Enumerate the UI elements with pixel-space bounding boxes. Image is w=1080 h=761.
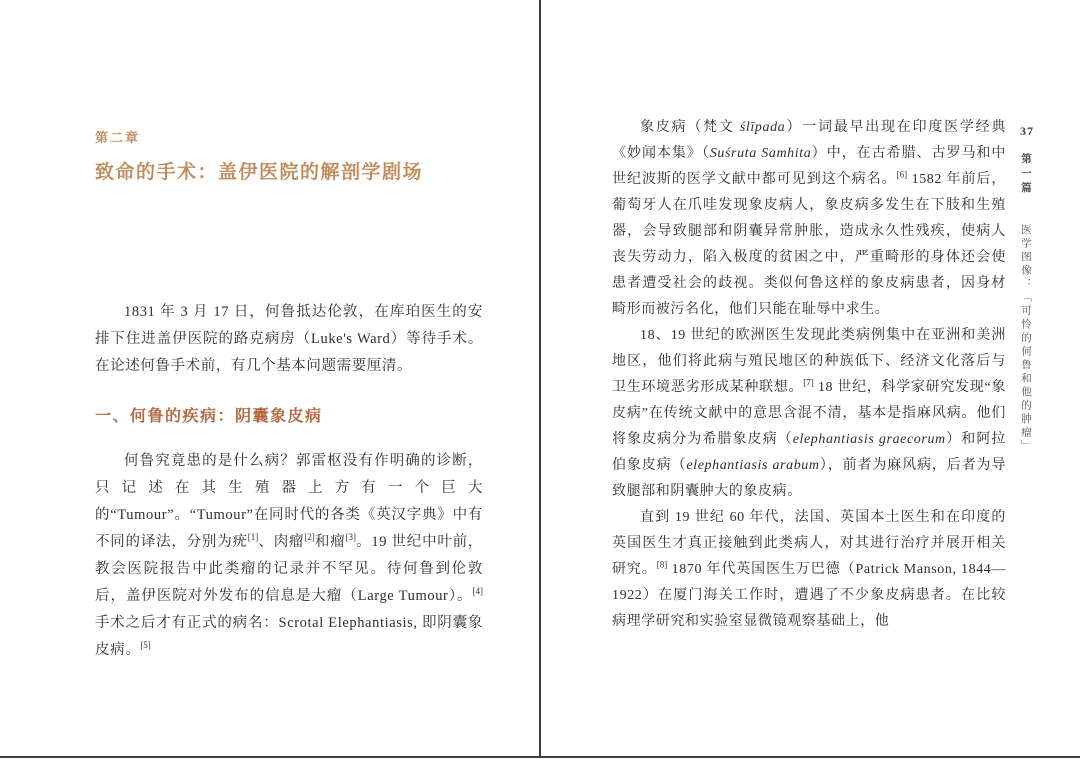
footnote-reference: [4] [472,586,483,597]
footnote-reference: [7] [803,377,814,388]
italic-term: Suśruta Samhita [709,146,812,161]
page-number: 37 [1020,124,1034,138]
paragraph: 象皮病（梵文 ślīpada）一词最早出现在印度医学经典《妙闻本集》（Suśruta Samhita）中，在古希腊、古罗马和中世纪波斯的医学文献中都可见到这个病名。[6] 1582 年前后，葡萄牙人在爪哇发现象皮病人，象皮病多发生在下肢和生殖器，会导致腿部和阴囊异常肿胀，造成永久性残疾，使病人丧失劳动力，陷入极度的贫困之中，严重畸形的身体还会使患者遭受社会的歧视。类似何鲁这样的象皮病患者，因身材畸形而被污名化，他们只能在耻辱中求生。 [612,120,1007,317]
chapter-label: 第二章 [95,130,141,145]
footnote-reference: [1] [247,532,259,543]
chapter-title: 致命的手术：盖伊医院的解剖学剧场 [95,162,424,183]
bottom-border-rule [0,756,1080,758]
paragraph: 1831 年 3 月 17 日，何鲁抵达伦敦，在库珀医生的安排下住进盖伊医院的路克病房（Luke's Ward）等待手术。在论述何鲁手术前，有几个基本问题需要厘清。 [95,304,483,374]
section-heading: 一、何鲁的疾病：阴囊象皮病 [95,408,323,425]
footnote-reference: [8] [656,559,668,570]
footnote-reference: [2] [304,532,315,543]
running-head-vertical [1016,153,1033,713]
page-gutter-divider [539,0,541,757]
paragraph: 18、19 世纪的欧洲医生发现此类病例集中在亚洲和美洲地区，他们将此病与殖民地区的种族低下、经济文化落后与卫生环境恶劣形成某种联想。[7] 18 世纪，科学家研究发现“象皮病”在传统文献中的意思含混不清，基本是指麻风病。他们将象皮病分为希腊象皮病（elephantiasis graecorum）和阿拉伯象皮病（elephantiasis arabum），前者为麻风病，后者为导致腿部和阴囊肿大的象皮病。 [612,328,1006,499]
footnote-reference: [5] [140,640,151,651]
right-page-body [612,115,1006,635]
italic-term: ślīpada [739,120,786,135]
left-page-body [95,299,483,664]
italic-term: elephantiasis graecorum [792,432,946,447]
italic-term: elephantiasis arabum [686,458,820,473]
paragraph: 何鲁究竟患的是什么病？郭雷枢没有作明确的诊断，只记述在其生殖器上方有一个巨大的“Tumour”。“Tumour”在同时代的各类《英汉字典》中有不同的译法，分别为疣[1]、肉瘤[2]和瘤[3]。19 世纪中叶前，教会医院报告中此类瘤的记录并不罕见。待何鲁到伦敦后，盖伊医院对外发布的信息是大瘤（Large Tumour）。[4] 手术之后才有正式的病名：Scrotal Elephantiasis, 即阴囊象皮病。[5] [95,453,484,658]
paragraph: 直到 19 世纪 60 年代，法国、英国本土医生和在印度的英国医生才真正接触到此类病人，对其进行治疗并展开相关研究。[8] 1870 年代英国医生万巴德（Patrick Manson, 1844—1922）在厦门海关工作时，遭遇了不少象皮病患者。在比较病理学研究和实验室显微镜观察基础上，他 [612,510,1006,629]
running-head-sidebar [1016,124,1056,713]
footnote-reference: [3] [345,532,356,543]
running-title: 医学图像：「可怜的何鲁和他的肿瘤」 [1020,223,1031,453]
part-label: 第一篇 [1020,153,1031,197]
left-page-header [95,127,495,184]
footnote-reference: [6] [896,169,908,180]
